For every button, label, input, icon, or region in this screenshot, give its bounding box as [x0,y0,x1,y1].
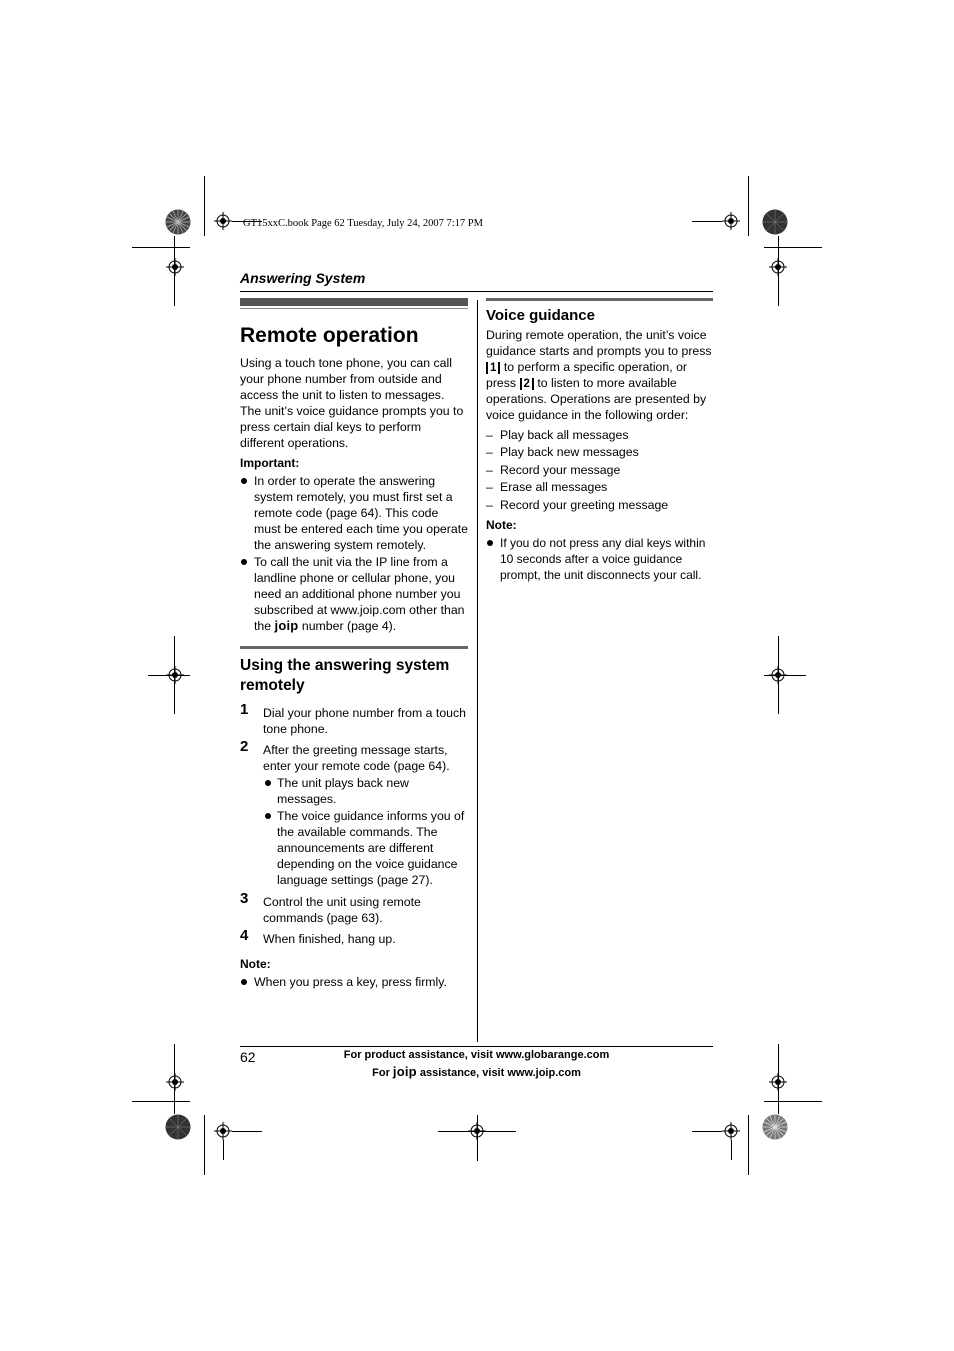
header-rule [240,291,713,292]
note-label: Note: [486,518,517,533]
color-rosette-icon [762,1114,788,1140]
color-rosette-icon [165,1114,191,1140]
paragraph-text: During remote operation, the unit’s voice guidance starts and prompts you to press [486,328,712,359]
voice-guidance-heading: Voice guidance [486,307,595,324]
note-bullet: When you press a key, press firmly. [240,974,468,990]
step-number: 1 [240,700,249,718]
subheading: Using the answering system remotely [240,656,450,694]
operation-list-item: – Erase all messages [486,479,713,495]
color-rosette-icon [762,209,788,235]
operation-list-item: – Play back new messages [486,444,713,460]
dial-key-2: 2 [520,378,534,390]
joip-logo: joip [392,1064,417,1079]
joip-logo: joip [274,618,299,634]
section-header: Answering System [240,270,366,286]
registration-mark-icon [722,212,740,230]
step-item [240,700,468,737]
important-bullet: In order to operate the answering system remotely, you must first set a remote code (page 64). This code must be entered each time you operate the answering system remotely. [240,473,468,553]
step-text: Control the unit using remote commands (page 63). [263,894,421,925]
note-bullet: If you do not press any dial keys within 10 seconds after a voice guidance prompt, the unit disconnects your call. [486,535,713,583]
title-bar [240,298,468,306]
registration-mark-icon [214,212,232,230]
left-column [240,298,468,990]
registration-mark-icon [166,258,184,276]
title-rule [240,308,468,309]
step-number: 4 [240,926,249,944]
subheading-bar [240,646,468,649]
operation-list-item: – Play back all messages [486,427,713,443]
step-text: When finished, hang up. [263,931,396,946]
registration-mark-icon [166,1073,184,1091]
step-item [240,737,468,889]
page-number: 62 [240,1049,256,1065]
bullet-text: To call the unit via the IP line from a landline phone or cellular phone, you need an additional phone number you subscribed at www.joip.com other than the [254,555,465,634]
step-number: 2 [240,737,249,755]
operation-list-item: – Record your message [486,462,713,478]
paragraph-text: to listen to more available operations. Operations are presented by voice guidance in the following order: [486,376,707,423]
footer-text: assistance, visit www.joip.com [419,1067,581,1079]
step-number: 3 [240,889,249,907]
footer-line-2 [290,1064,663,1079]
operation-list-item: – Record your greeting message [486,497,713,513]
important-bullet [240,554,468,634]
step-item [240,926,468,947]
color-rosette-icon [165,209,191,235]
intro-paragraph: Using a touch tone phone, you can call your phone number from outside and access the unit to listen to messages. The unit’s voice guidance prompts you to press certain dial keys to perform different operations. [240,356,464,451]
footer-line-1: For product assistance, visit www.globarange.com [343,1049,610,1061]
registration-mark-icon [214,1122,232,1140]
column-divider [477,300,478,1042]
dial-key-1: 1 [486,362,500,374]
step-text: After the greeting message starts, enter your remote code (page 64). [263,742,450,773]
page-title: Remote operation [240,324,419,347]
footer-text: For [372,1067,390,1079]
right-column [486,298,713,583]
step-item [240,889,468,926]
step-sub-bullet: The voice guidance informs you of the available commands. The announcements are different depending on the voice guidance language settings (page 27). [263,808,468,888]
bullet-text: number (page 4). [301,619,397,634]
paragraph-text: to perform a specific operation, or press [486,360,688,391]
step-sub-bullet: The unit plays back new messages. [263,775,468,807]
important-label: Important: [240,455,300,470]
voice-guidance-bar [486,298,713,301]
note-label: Note: [240,956,271,971]
step-text: Dial your phone number from a touch tone phone. [263,705,467,736]
footer-rule [240,1046,713,1047]
registration-mark-icon [722,1122,740,1140]
voice-guidance-paragraph [486,327,713,424]
print-info: GT15xxC.book Page 62 Tuesday, July 24, 2007 7:17 PM [243,218,483,229]
